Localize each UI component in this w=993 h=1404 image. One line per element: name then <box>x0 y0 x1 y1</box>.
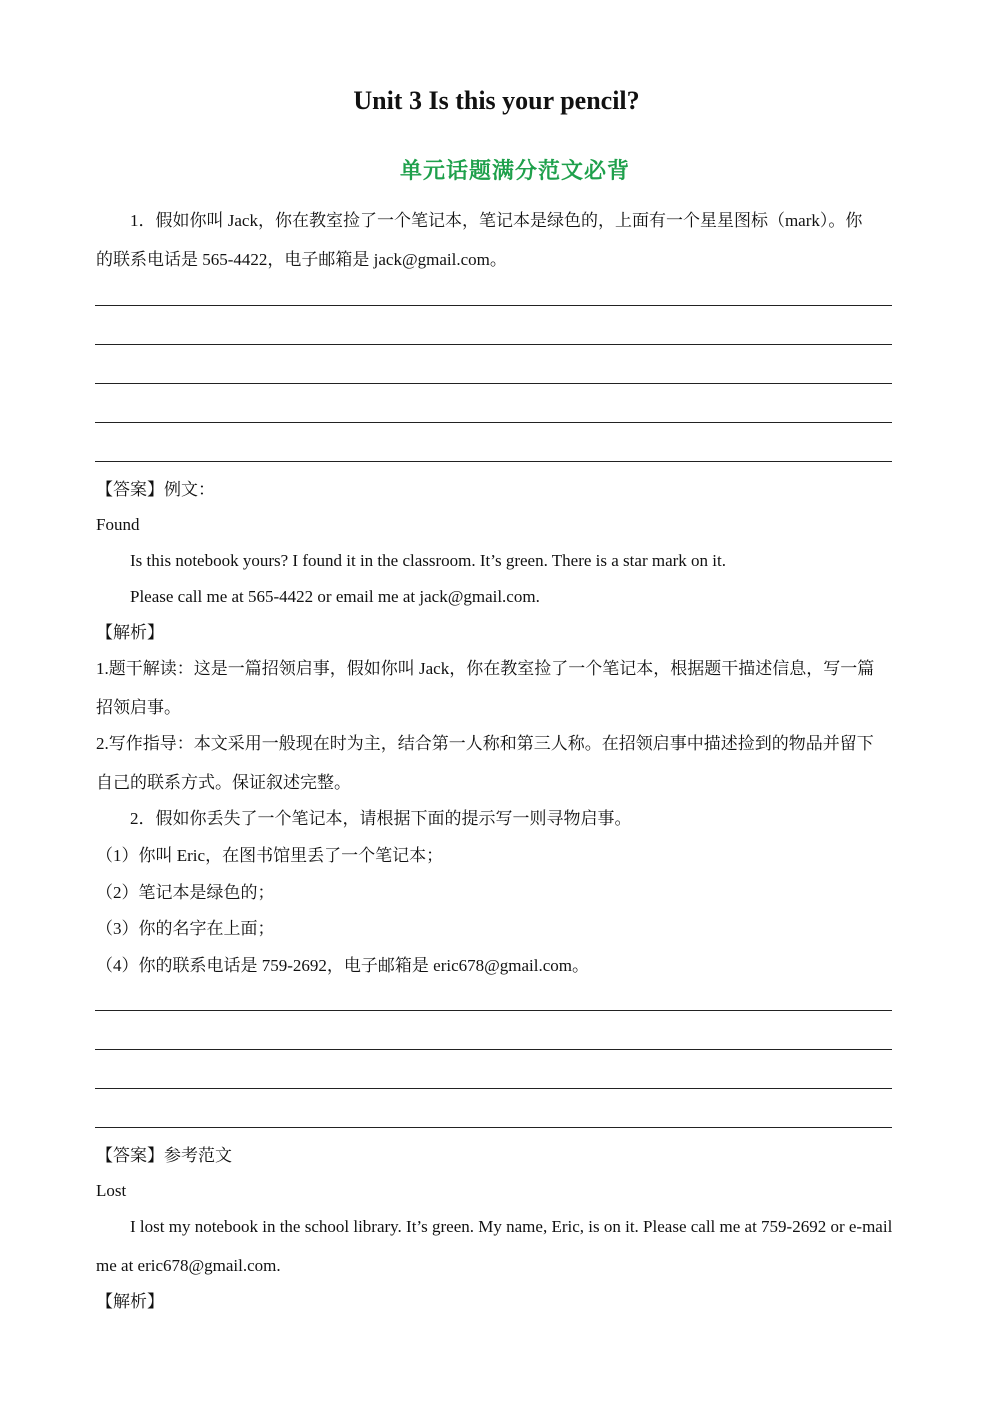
writing-line <box>95 383 892 384</box>
writing-line <box>95 1088 892 1089</box>
writing-line <box>95 1049 892 1050</box>
q1-analysis-1-line-2: 招领启事。 <box>96 698 181 717</box>
writing-line <box>95 344 892 345</box>
q2-analysis-label: 【解析】 <box>96 1292 164 1311</box>
q1-prompt-line-2: 的联系电话是 565-4422，电子邮箱是 jack@gmail.com。 <box>96 250 507 269</box>
q1-analysis-label: 【解析】 <box>96 623 164 642</box>
q2-answer-line-2: me at eric678@gmail.com. <box>96 1256 281 1275</box>
q2-hint: （3）你的名字在上面； <box>96 919 275 938</box>
q1-analysis-2-line-1: 2.写作指导：本文采用一般现在时为主，结合第一人称和第三人称。在招领启事中描述捡到的物品并留下 <box>96 734 874 753</box>
writing-line <box>95 422 892 423</box>
q1-answer-line-1: Is this notebook yours? I found it in the classroom. It’s green. There is a star mark on it. <box>130 551 726 570</box>
q2-hint: （2）笔记本是绿色的； <box>96 883 275 902</box>
q1-analysis-1-line-1: 1.题干解读：这是一篇招领启事，假如你叫 Jack，你在教室捡了一个笔记本，根据题干描述信息，写一篇 <box>96 659 875 678</box>
page-title: Unit 3 Is this your pencil? <box>353 86 640 115</box>
q2-answer-label: 【答案】参考范文 <box>96 1146 232 1165</box>
q2-prompt: 2．假如你丢失了一个笔记本，请根据下面的提示写一则寻物启事。 <box>130 809 632 828</box>
writing-line <box>95 461 892 462</box>
q1-answer-line-2: Please call me at 565-4422 or email me at jack@gmail.com. <box>130 587 540 606</box>
page-subtitle: 单元话题满分范文必背 <box>399 159 630 184</box>
q2-answer-title: Lost <box>96 1181 127 1200</box>
q2-answer-line-1: I lost my notebook in the school library. It’s green. My name, Eric, is on it. Please call me at 759-2692 or e-mail <box>130 1217 893 1236</box>
writing-line <box>95 305 892 306</box>
q2-hint: （1）你叫 Eric，在图书馆里丢了一个笔记本； <box>96 846 444 865</box>
q1-answer-label: 【答案】例文： <box>96 480 215 499</box>
writing-line <box>95 1010 892 1011</box>
q1-answer-title: Found <box>96 515 140 534</box>
q2-hint: （4）你的联系电话是 759-2692，电子邮箱是 eric678@gmail.com。 <box>96 956 590 975</box>
q1-analysis-2-line-2: 自己的联系方式。保证叙述完整。 <box>96 773 351 792</box>
q1-prompt-line-1: 1．假如你叫 Jack，你在教室捡了一个笔记本，笔记本是绿色的，上面有一个星星图标（mark）。你 <box>130 211 863 230</box>
writing-line <box>95 1127 892 1128</box>
